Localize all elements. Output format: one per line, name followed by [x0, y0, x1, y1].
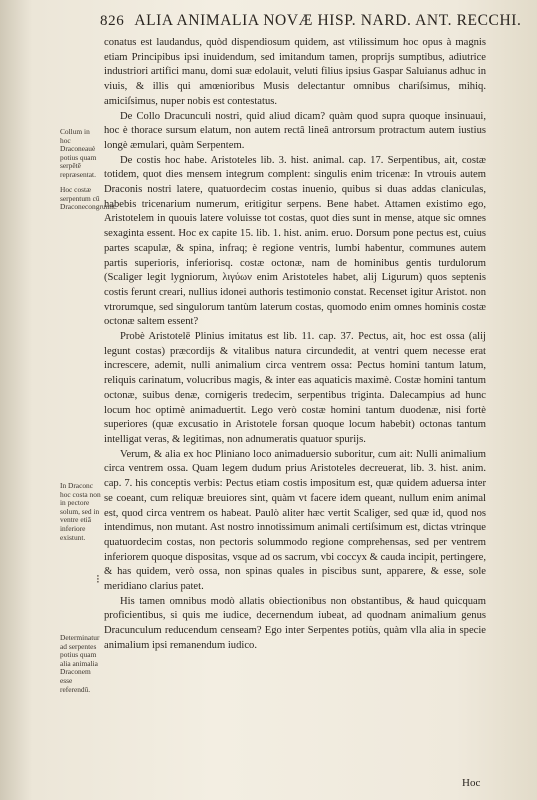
margin-mark: ⁝ — [96, 572, 100, 586]
paragraph-3: De costis hoc habe. Aristoteles lib. 3. hist. animal. cap. 17. Serpentibus, ait, costæ totidem, quot dies mensem integrum complent: singulis enim tricenæ: In vtrouis autem Draconis nostri latere, quatuordecim costas inuenio, quibus si duas addas claniculas, habebis tricenarium numerum, eritigitur serpens. Bene habet. Attamen existimo ego, Aristotelem in quouis latere voluisse tot costas, quot dies sunt in mense, atque sic omnes sexaginta essent. Hoc ex capite 15. lib. 1. hist. anim. eruo. Dorsum pone pectus est, cuius partes scapulæ, & spina, infraq; è regione ventris, lumbi habentur, communes autem partis superioris, inferiorisq. costæ octonæ, nam de hominibus gentis turdulorum (Scaliger legit lygniorum, λιγύων enim Aristoteles habet, alij Ligurum) quos septenis costis ferunt creari, nullius idonei authoris testimonio constat. Recenset igitur Aristot. non vtrorumque, sed singulorum tantùm laterum costas, quomodo enim omnes hominis costæ octonæ saltem essent? — [104, 154, 486, 328]
catchword: Hoc — [462, 777, 481, 789]
page-number: 826 — [100, 13, 125, 29]
margin-note-1: Collum in hoc Draconeauè potius quam serpētē repræsentat. — [60, 127, 97, 179]
paragraph-6: His tamen omnibus modò allatis obiectionibus non obstantibus, & haud quicquam proficientibus, si quis me iudice, decernendum iubeat, ad quodnam animalium genus Dracunculum reducendum censeam? Ego inter Serpentes potiùs, quàm vlla alia in specie animalium ipsi remanendum iudico. — [104, 595, 486, 651]
page-header — [100, 12, 522, 30]
paragraph-4: Probè Aristotelē Plinius imitatus est lib. 11. cap. 37. Pectus, ait, hoc est ossa (alij legunt costas) præcordijs & vitalibus natura circundedit, at ventri quem necesse erat increscere, ademit, nulli animalium circa ventrem ossa: Pectus homini tantum latum, reliquis carinatum, volucribus magis, & inter eas aquaticis maximè. Costæ homini tantum octonæ, suibus denæ, cornigeris tredecim, serpentibus triginta. Dalecampius ad hunc locum hoc optimè animaduertit. Lego verò costæ homini tantum duodenæ, nisi fortè superiores (quæ excusatio in Aristotele forsan quoque locum habebit) octonas tantum intelligat veras, & legitimas, non adnumeratis quatuor spurijs. — [104, 331, 486, 445]
running-title: ALIA ANIMALIA NOVÆ HISP. NARD. ANT. RECCHI. — [134, 12, 522, 29]
main-text — [104, 36, 486, 654]
margin-note-2: Hoc costæ serpentum cū Draconecongruunt. — [60, 185, 117, 212]
paragraph-5: Verum, & alia ex hoc Pliniano loco animaduersio suboritur, cum ait: Nulli animalium circa ventrem ossa. Quam legem dudum prius Aristoteles decreuerat, lib. 3. hist. anim. cap. 7. his conceptis verbis: Pectus etiam costis impositum est, quæ quidem aduersa inter se coeant, cum reliquæ breuiores sint, quàm vt facere idem queant, nullum enim animal est, quod circa ventrem os habeat. Paulò aliter hæc vertit Scaliger, sed quæ id, quod nos intendimus, non mutant. Ast nostro innotissimum animali certiſsimum est, dictas vtrinque quatuordecim costas, non pectoris solummodo regione comprehensas, sed per ventrem inferiorem quoque dispositas, vsque ad os sacrum, vbi coccyx & cauda incipit, pertingere, & has quidem, verò ossa, non spinas quales in piscibus sunt, apparere, & esse, sole meridiano clarius patet. — [104, 448, 486, 593]
margin-note-4: Determinatur ad serpentes potius quam alia animalia Draconem esse referendū. — [60, 633, 100, 694]
margin-note-3: In Draconc hoc costa non in pectore solum, sed in ventre etiā inferiore existunt. — [60, 481, 101, 542]
paragraph-1: conatus est laudandus, quòd dispendiosum quidem, ast vtilissimum hoc opus à magnis etiam Principibus ipsi inuidendum, sed imitandum tamen, proprijs sumptibus, adiutrice industriori artifici manu, domi suæ edolauit, veluti filius ipsius Gaspar Saluianus adhuc in viuis, & illis qui amœnioribus Musis delectantur omnibus chariſsimus, mihiq. amiciſsimus, nuper nobis est contestatus. — [104, 37, 486, 107]
paragraph-2: De Collo Dracunculi nostri, quid aliud dicam? quàm quod supra quoque insinuaui, hoc è thorace sursum elatum, non autem rectâ lineâ antrorsum protractum autem iustius longè æmulari, quàm Serpentem. — [104, 110, 486, 151]
